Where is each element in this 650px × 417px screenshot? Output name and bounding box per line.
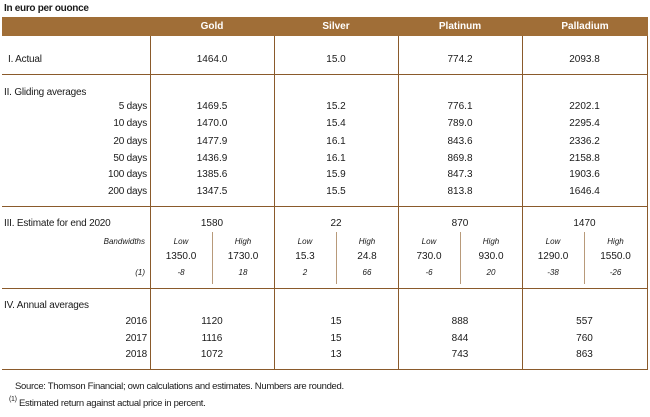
low-header: Low [297, 237, 313, 246]
table-cell: 1436.9 [196, 153, 228, 164]
row-label: 2016 [125, 316, 147, 327]
table-cell: 1469.5 [196, 101, 228, 112]
table-cell: 15 [330, 316, 342, 327]
low-value: 1290.0 [537, 251, 569, 262]
table-cell: 2093.8 [569, 54, 600, 65]
section-annual-label: IV. Annual averages [4, 300, 89, 311]
low-value: 1350.0 [165, 251, 197, 262]
table-cell: 863 [576, 349, 593, 360]
row-label: 2017 [125, 333, 147, 344]
column-header-palladium: Palladium [561, 21, 609, 32]
table-cell: 16.1 [326, 136, 346, 147]
high-value: 24.8 [357, 251, 377, 262]
table-cell: 1580 [200, 218, 224, 229]
row-label: 2018 [125, 349, 147, 360]
return-value: -8 [177, 268, 185, 277]
table-cell: 888 [451, 316, 469, 327]
section-estimate-label: III. Estimate for end 2020 [4, 218, 111, 229]
table-cell: 774.2 [447, 54, 473, 65]
return-value: 66 [362, 268, 372, 277]
high-header: High [234, 237, 252, 246]
high-header: High [358, 237, 376, 246]
low-value: 730.0 [416, 251, 442, 262]
section-gliding-label: II. Gliding averages [4, 87, 87, 98]
column-header-silver: Silver [322, 21, 350, 32]
row-label: 200 days [108, 186, 147, 197]
divider-line [647, 36, 648, 370]
low-header: Low [545, 237, 561, 246]
table-cell: 1347.5 [196, 186, 228, 197]
table-cell: 847.3 [447, 169, 473, 180]
footnote-mark: (1) [9, 396, 17, 403]
column-header-band [2, 17, 648, 36]
table-cell: 760 [576, 333, 593, 344]
table-cell: 813.8 [447, 186, 473, 197]
source-note: Source: Thomson Financial; own calculations and estimates. Numbers are rounded. [15, 381, 344, 392]
row-label: 10 days [113, 118, 147, 129]
table-cell: 869.8 [447, 153, 473, 164]
table-cell: 1470.0 [196, 118, 228, 129]
high-value: 1730.0 [227, 251, 259, 262]
footnote [9, 398, 206, 409]
low-value: 15.3 [295, 251, 315, 262]
high-value: 1550.0 [600, 251, 631, 262]
table-cell: 16.1 [326, 153, 346, 164]
divider-line [2, 206, 648, 207]
return-value: -26 [609, 268, 622, 277]
column-header-gold: Gold [200, 21, 224, 32]
table-cell: 2336.2 [569, 136, 600, 147]
unit-label: In euro per ouonce [4, 3, 89, 14]
table-cell: 776.1 [447, 101, 473, 112]
table-cell: 743 [451, 349, 469, 360]
row-label: 5 days [118, 101, 147, 112]
row-label: 100 days [108, 169, 147, 180]
table-cell: 844 [451, 333, 469, 344]
return-value: -38 [547, 268, 559, 277]
high-header: High [482, 237, 500, 246]
table-cell: 2158.8 [569, 153, 600, 164]
table-cell: 1120 [201, 316, 223, 327]
table-cell: 1470 [573, 218, 596, 229]
table-cell: 15.5 [326, 186, 346, 197]
low-header: Low [173, 237, 189, 246]
row-label: 20 days [113, 136, 147, 147]
table-cell: 2202.1 [569, 101, 600, 112]
table-cell: 1072 [200, 349, 224, 360]
divider-line [2, 288, 648, 289]
table-cell: 789.0 [447, 118, 473, 129]
return-value: -6 [425, 268, 433, 277]
high-value: 930.0 [478, 251, 504, 262]
divider-line [2, 74, 648, 75]
table-cell: 843.6 [447, 136, 473, 147]
section-actual-label: I. Actual [8, 54, 42, 65]
footnote-ref: (1) [135, 268, 145, 277]
table-cell: 15.2 [326, 101, 346, 112]
table-cell: 15.4 [326, 118, 346, 129]
bandwidths-label: Bandwidths [103, 237, 145, 246]
table-cell: 1477.9 [196, 136, 228, 147]
low-header: Low [421, 237, 437, 246]
table-cell: 13 [330, 349, 342, 360]
table-cell: 870 [451, 218, 469, 229]
high-header: High [607, 237, 624, 246]
return-value: 20 [486, 268, 496, 277]
return-value: 18 [238, 268, 248, 277]
table-cell: 1464.0 [196, 54, 228, 65]
row-label: 50 days [113, 153, 147, 164]
divider-line [2, 369, 648, 370]
table-cell: 22 [330, 218, 342, 229]
column-header-platinum: Platinum [438, 21, 482, 32]
table-cell: 15 [330, 333, 342, 344]
table-cell: 1116 [201, 333, 223, 344]
table-cell: 557 [576, 316, 593, 327]
table-cell: 1385.6 [196, 169, 228, 180]
table-cell: 15.0 [326, 54, 346, 65]
table-cell: 2295.4 [569, 118, 600, 129]
footnote-text: Estimated return against actual price in percent. [19, 398, 206, 409]
table-cell: 15.9 [326, 169, 346, 180]
return-value: 2 [302, 268, 308, 277]
table-cell: 1646.4 [569, 186, 600, 197]
table-cell: 1903.6 [569, 169, 600, 180]
